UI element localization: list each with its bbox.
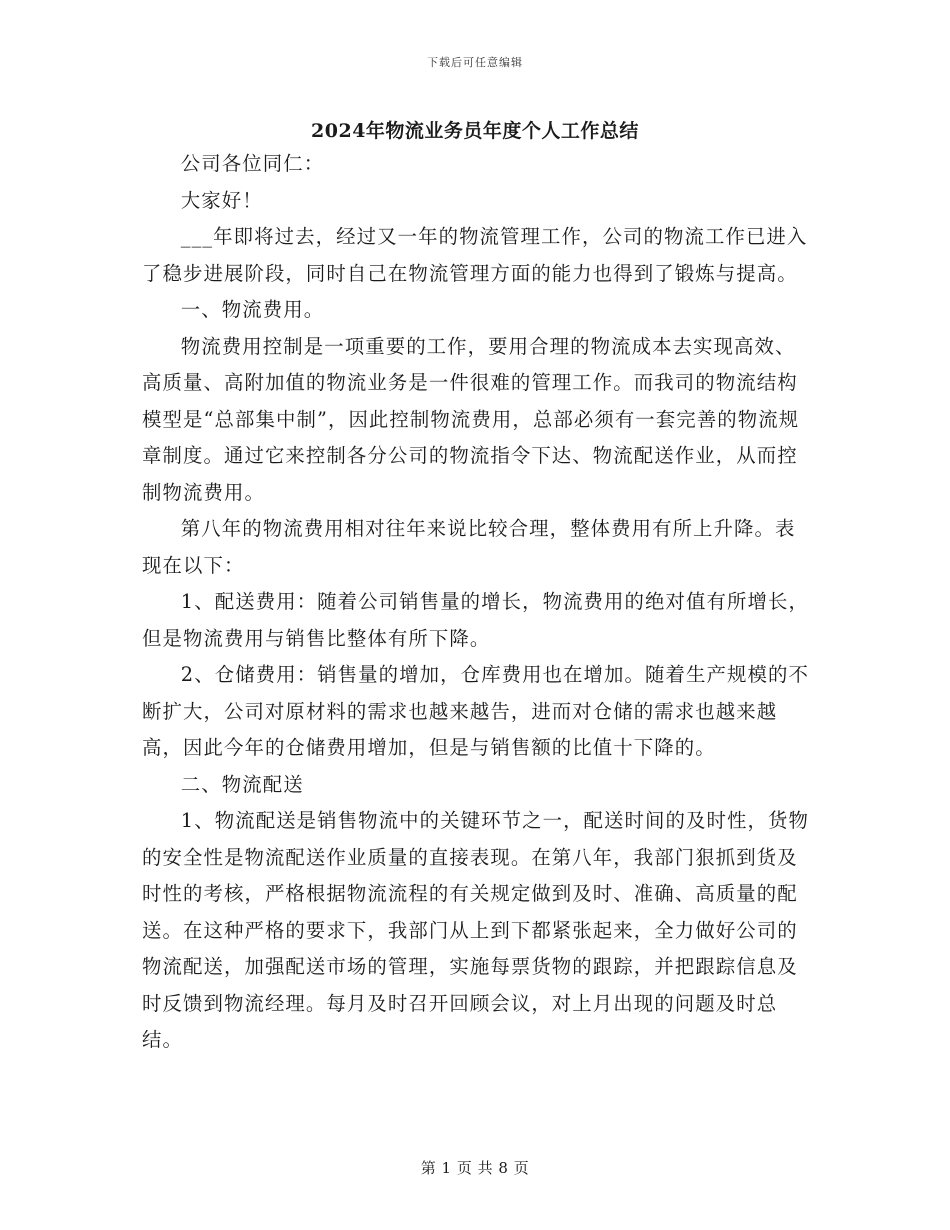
section-heading-logistics-cost: 一、物流费用。	[180, 298, 325, 321]
document-body	[142, 146, 812, 1059]
paragraph-greeting: 公司各位同仁：	[180, 152, 325, 175]
section-heading-logistics-delivery: 二、物流配送	[180, 772, 304, 796]
paragraph-cost-control: 物流费用控制是一项重要的工作，要用合理的物流成本去实现高效、高质量、高附加值的物流业务是一件很难的管理工作。而我司的物流结构模型是“总部集中制”，因此控制物流费用，总部必须有一套完善的物流规章制度。通过它来控制各分公司的物流指令下达、物流配送作业，从而控制物流费用。	[142, 334, 800, 504]
paragraph-storage-cost: 2、仓储费用：销售量的增加，仓库费用也在增加。随着生产规模的不断扩大，公司对原材料的需求也越来越告，进而对仓储的需求也越来越高，因此今年的仓储费用增加，但是与销售额的比值十下降的。	[142, 663, 809, 759]
header-note: 下载后可任意编辑	[427, 56, 523, 69]
paragraph-delivery-cost: 1、配送费用：随着公司销售量的增长，物流费用的绝对值有所增长，但是物流费用与销售比整体有所下降。	[142, 590, 809, 650]
paragraph-cost-summary: 第八年的物流费用相对往年来说比较合理，整体费用有所上升降。表现在以下：	[142, 517, 796, 577]
document-title: 2024年物流业务员年度个人工作总结	[311, 120, 639, 142]
paragraph-intro: ___年即将过去，经过又一年的物流管理工作，公司的物流工作已进入了稳步进展阶段，同时自己在物流管理方面的能力也得到了锻炼与提高。	[142, 225, 808, 285]
paragraph-delivery-detail: 1、物流配送是销售物流中的关键环节之一，配送时间的及时性，货物的安全性是物流配送作业质量的直接表现。在第八年，我部门狠抓到货及时性的考核，严格根据物流流程的有关规定做到及时、准确、高质量的配送。在这种严格的要求下，我部门从上到下都紧张起来，全力做好公司的物流配送，加强配送市场的管理，实施每票货物的跟踪，并把跟踪信息及时反馈到物流经理。每月及时召开回顾会议，对上月出现的问题及时总结。	[142, 809, 809, 1051]
paragraph-hello: 大家好！	[180, 188, 263, 212]
page-number: 第 1 页 共 8 页	[420, 1159, 530, 1177]
